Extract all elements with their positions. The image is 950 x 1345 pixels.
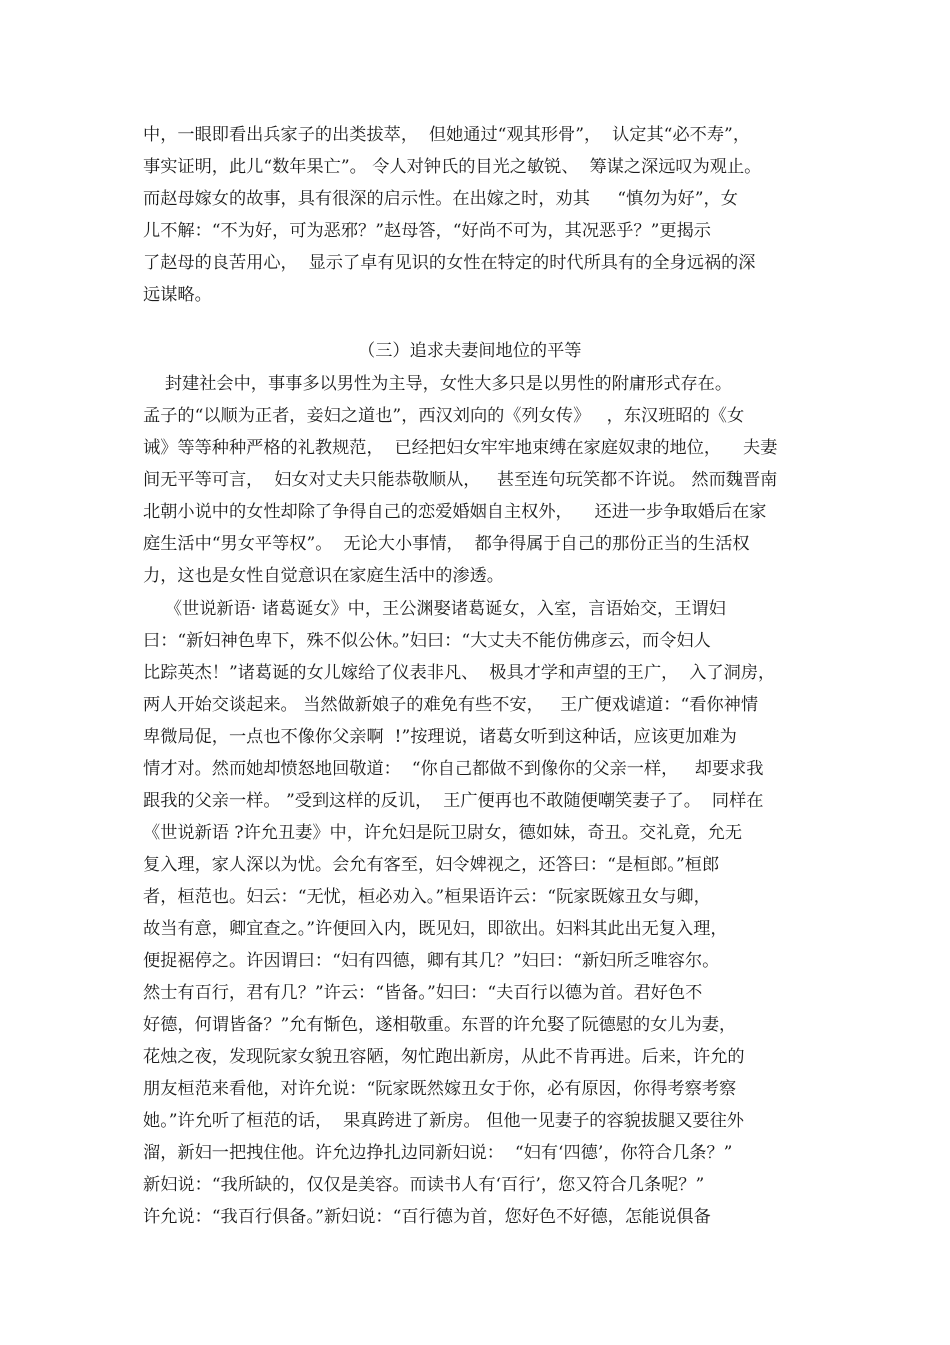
section-heading: （三）追求夫妻间地位的平等 xyxy=(358,341,582,361)
text-line: 事实证明，此儿“数年果亡”。 令人对钟氏的目光之敏锐、 筹谋之深远叹为观止。 xyxy=(143,157,762,177)
text-line: 然士有百行，君有几？”许云：“皆备。”妇曰：“夫百行以德为首。君好色不 xyxy=(143,983,703,1003)
text-line: 了赵母的良苦用心， 显示了卓有见识的女性在特定的时代所具有的全身远祸的深 xyxy=(143,253,756,273)
text-line: 她。”许允听了桓范的话， 果真跨进了新房。 但他一见妻子的容貌拔腿又要往外 xyxy=(143,1111,744,1131)
text-line: 许允说：“我百行俱备。”新妇说：“百行德为首，您好色不好德，怎能说俱备 xyxy=(143,1207,711,1227)
text-line: 卑微局促，一点也不像你父亲啊 !”按理说，诸葛女听到这种话，应该更加难为 xyxy=(143,727,737,747)
text-line: 庭生活中“男女平等权”。 无论大小事情， 都争得属于自己的那份正当的生活权 xyxy=(143,534,750,554)
text-line: 间无平等可言， 妇女对丈夫只能恭敬顺从， 甚至连句玩笑都不许说。 然而魏晋南 xyxy=(143,470,778,490)
text-line: 便捉裾停之。许因谓曰：“妇有四德，卿有其几？”妇曰：“新妇所乏唯容尔。 xyxy=(143,951,720,971)
text-line: 跟我的父亲一样。 ”受到这样的反讥， 王广便再也不敢随便嘲笑妻子了。 同样在 xyxy=(143,791,764,811)
text-line: 力，这也是女性自觉意识在家庭生活中的渗透。 xyxy=(143,566,504,586)
text-line: 北朝小说中的女性却除了争得自己的恋爱婚姻自主权外， 还进一步争取婚后在家 xyxy=(143,502,767,522)
text-line: 曰：“新妇神色卑下，殊不似公休。”妇曰：“大丈夫不能仿佛彦云，而令妇人 xyxy=(143,631,711,651)
text-line: 者，桓范也。妇云：“无忧，桓必劝入。”桓果语许云：“阮家既嫁丑女与卿， xyxy=(143,887,711,907)
text-line: 溜，新妇一把拽住他。许允边挣扎边同新妇说： “妇有‘四德’，你符合几条？” xyxy=(143,1143,733,1163)
text-line: 《世说新语 ?许允丑妻》中，许允妇是阮卫尉女，德如妹，奇丑。交礼竟，允无 xyxy=(143,823,743,843)
text-line: 《世说新语· 诸葛诞女》中，王公渊娶诸葛诞女，入室，言语始交，王谓妇 xyxy=(143,599,726,619)
text-line: 故当有意，卿宜查之。”许便回入内，既见妇，即欲出。妇料其此出无复入理， xyxy=(143,919,728,939)
text-line: 儿不解：“不为好，可为恶邪？”赵母答，“好尚不可为，其况恶乎？”更揭示 xyxy=(143,221,711,241)
text-line: 好德，何谓皆备？”允有惭色，遂相敬重。东晋的许允娶了阮德慰的女儿为妻， xyxy=(143,1015,737,1035)
text-line: 中，一眼即看出兵家子的出类拔萃， 但她通过“观其形骨”， 认定其“必不寿”， xyxy=(143,125,751,145)
text-line: 而赵母嫁女的故事，具有很深的启示性。在出嫁之时，劝其 “慎勿为好”，女 xyxy=(143,189,738,209)
text-line: 比踪英杰！”诸葛诞的女儿嫁给了仪表非凡、 极具才学和声望的王广， 入了洞房， xyxy=(143,663,776,683)
text-line: 新妇说：“我所缺的，仅仅是美容。而读书人有‘百行’，您又符合几条呢？” xyxy=(143,1175,705,1195)
text-line: 花烛之夜，发现阮家女貌丑容陋，匆忙跑出新房，从此不肯再进。后来，许允的 xyxy=(143,1047,745,1067)
text-line: 封建社会中，事事多以男性为主导，女性大多只是以男性的附庸形式存在。 xyxy=(143,374,733,394)
text-line: 两人开始交谈起来。 当然做新娘子的难免有些不安， 王广便戏谑道：“看你神情 xyxy=(143,695,759,715)
text-line: 诫》等等种种严格的礼教规范， 已经把妇女牢牢地束缚在家庭奴隶的地位， 夫妻 xyxy=(143,438,778,458)
text-line: 朋友桓范来看他，对许允说：“阮家既然嫁丑女于你，必有原因，你得考察考察 xyxy=(143,1079,737,1099)
text-line: 远谋略。 xyxy=(143,285,212,305)
text-line: 复入理，家人深以为忧。会允有客至，妇令婢视之，还答曰：“是桓郎。”桓郎 xyxy=(143,855,720,875)
text-line: 孟子的“以顺为正者，妾妇之道也”，西汉刘向的《列女传》 ，东汉班昭的《女 xyxy=(143,406,745,426)
text-line: 情才对。然而她却愤怒地回敬道： “你自己都做不到像你的父亲一样， 却要求我 xyxy=(143,759,764,779)
